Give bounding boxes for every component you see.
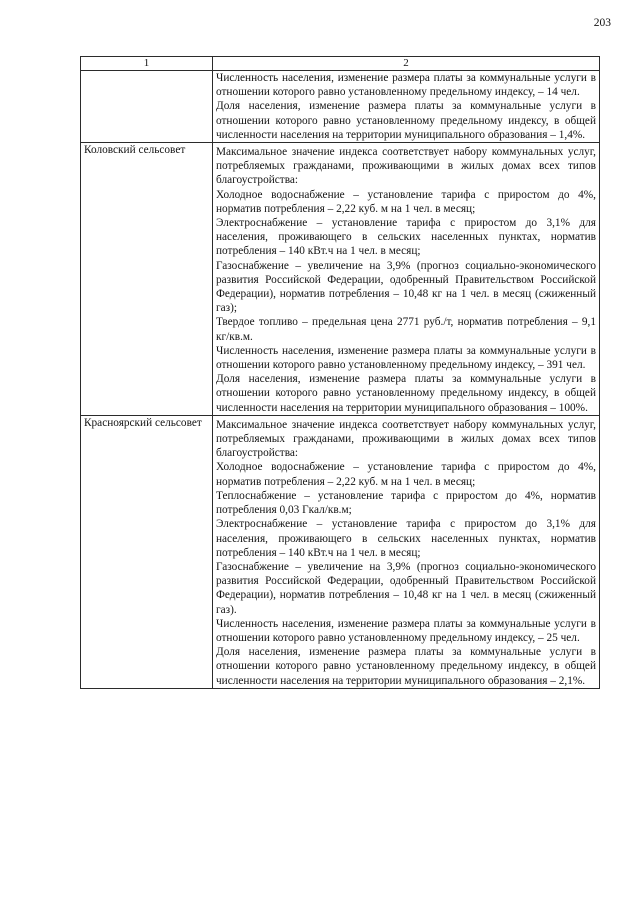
paragraph: Холодное водоснабжение – установление тарифа с приростом до 4%, норматив потребления – 2,22 куб. м на 1 чел. в месяц;	[216, 461, 596, 488]
column-header-1: 1	[81, 57, 213, 71]
paragraph: Доля населения, изменение размера платы за коммунальные услуги в отношении которого равно установленному предельному индексу, в общей численности населения на территории муниципального образования – 2,1%.	[216, 646, 596, 687]
paragraph: Доля населения, изменение размера платы за коммунальные услуги в отношении которого равно установленному предельному индексу, в общей численности населения на территории муниципального образования – 1,4%.	[216, 100, 596, 141]
table-row-continued	[81, 71, 600, 143]
paragraph: Теплоснабжение – установление тарифа с приростом до 4%, норматив потребления 0,03 Гкал/кв.м;	[216, 489, 596, 517]
table-row-krasnoyarsky	[81, 415, 600, 688]
paragraph: Газоснабжение – увеличение на 3,9% (прогноз социально-экономического развития Российской Федерации, одобренный Правительством Российской Федерации), норматив потребления – 10,48 кг на 1 чел. в месяц (сжиженный газ);	[216, 259, 596, 315]
column-header-2: 2	[213, 57, 600, 71]
content-cell	[213, 71, 600, 143]
table-row-kolovsky	[81, 143, 600, 416]
paragraph: Газоснабжение – увеличение на 3,9% (прогноз социально-экономического развития Российской Федерации, одобренный Правительством Российской Федерации), норматив потребления – 10,48 кг на 1 чел. в месяц (сжиженный газ).	[216, 560, 596, 616]
paragraph: Численность населения, изменение размера платы за коммунальные услуги в отношении которого равно установленному предельному индексу, – 14 чел.	[216, 72, 596, 99]
paragraph: Электроснабжение – установление тарифа с приростом до 3,1% для населения, проживающего в сельских населенных пунктах, норматив потребления – 140 кВт.ч на 1 чел. в месяц;	[216, 518, 596, 559]
table-header-row	[81, 57, 600, 71]
paragraph: Холодное водоснабжение – установление тарифа с приростом до 4%, норматив потребления – 2,22 куб. м на 1 чел. в месяц;	[216, 188, 596, 215]
region-cell	[81, 71, 213, 143]
paragraph: Максимальное значение индекса соответствует набору коммунальных услуг, потребляемых гражданами, проживающими в жилых домах всех типов благоустройства:	[216, 146, 596, 187]
paragraph: Максимальное значение индекса соответствует набору коммунальных услуг, потребляемых гражданами, проживающими в жилых домах всех типов благоустройства:	[216, 418, 596, 460]
paragraph: Численность населения, изменение размера платы за коммунальные услуги в отношении которого равно установленному предельному индексу, – 391 чел.	[216, 344, 596, 372]
paragraph: Доля населения, изменение размера платы за коммунальные услуги в отношении которого равно установленному предельному индексу, в общей численности населения на территории муниципального образования – 100%.	[216, 373, 596, 414]
content-cell	[213, 143, 600, 416]
page-number: 203	[593, 17, 611, 29]
paragraph: Численность населения, изменение размера платы за коммунальные услуги в отношении которого равно установленному предельному индексу, – 25 чел.	[216, 617, 596, 644]
tariff-table	[80, 56, 600, 689]
region-cell: Красноярский сельсовет	[81, 415, 213, 688]
content-cell	[213, 415, 600, 688]
paragraph: Электроснабжение – установление тарифа с приростом до 3,1% для населения, проживающего в сельских населенных пунктах, норматив потребления – 140 кВт.ч на 1 чел. в месяц;	[216, 217, 596, 258]
region-cell: Коловский сельсовет	[81, 143, 213, 416]
paragraph: Твердое топливо – предельная цена 2771 руб./т, норматив потребления – 9,1 кг/кв.м.	[216, 316, 596, 343]
